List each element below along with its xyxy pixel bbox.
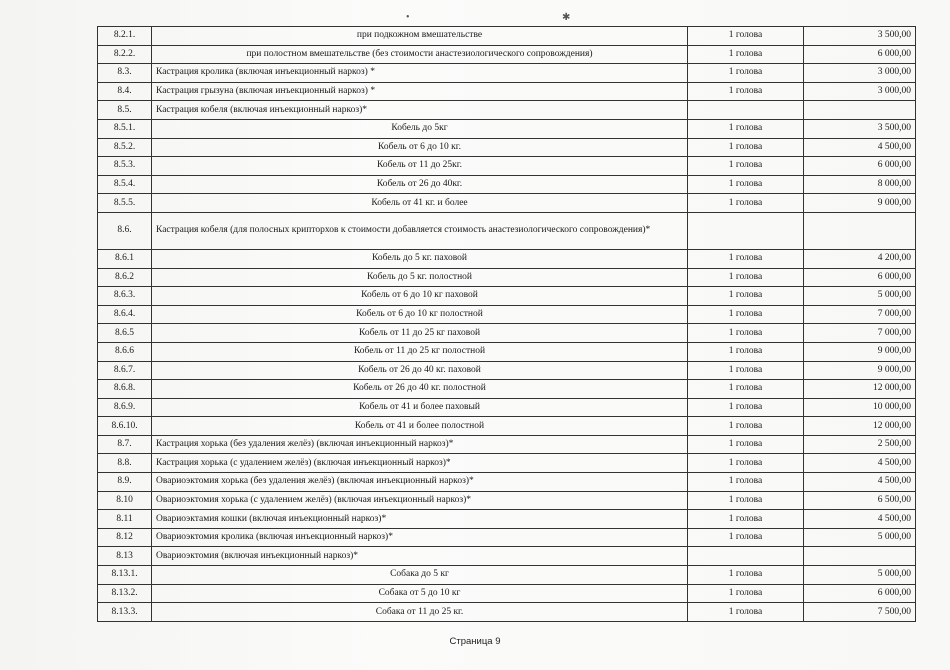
table-row — [98, 45, 916, 64]
service-name: Овариоэктомия хорька (с удалением желёз) (включая инъекционный наркоз)* — [152, 491, 688, 510]
unit-cell: 1 голова — [688, 324, 804, 343]
unit-cell: 1 голова — [688, 194, 804, 213]
unit-cell: 1 голова — [688, 268, 804, 287]
unit-cell: 1 голова — [688, 27, 804, 46]
service-name: Кобель от 41 и более полостной — [152, 417, 688, 436]
unit-cell: 1 голова — [688, 380, 804, 399]
table-row — [98, 473, 916, 492]
item-number: 8.5.1. — [98, 119, 152, 138]
price-cell: 6 500,00 — [804, 491, 916, 510]
service-name: при подкожном вмешательстве — [152, 27, 688, 46]
price-cell: 7 500,00 — [804, 603, 916, 622]
service-name: Овариоэктомия кролика (включая инъекционный наркоз)* — [152, 528, 688, 547]
item-number: 8.6.3. — [98, 287, 152, 306]
item-number: 8.4. — [98, 82, 152, 101]
price-cell: 6 000,00 — [804, 45, 916, 64]
table-row — [98, 380, 916, 399]
unit-cell: 1 голова — [688, 138, 804, 157]
unit-cell: 1 голова — [688, 64, 804, 83]
table-row — [98, 175, 916, 194]
item-number: 8.9. — [98, 473, 152, 492]
table-row — [98, 101, 916, 120]
service-name: Кастрация грызуна (включая инъекционный наркоз) * — [152, 82, 688, 101]
price-cell: 10 000,00 — [804, 398, 916, 417]
service-name: Кобель до 5 кг. полостной — [152, 268, 688, 287]
item-number: 8.10 — [98, 491, 152, 510]
unit-cell: 1 голова — [688, 45, 804, 64]
table-row — [98, 454, 916, 473]
item-number: 8.2.1. — [98, 27, 152, 46]
price-cell: 4 500,00 — [804, 138, 916, 157]
price-cell: 7 000,00 — [804, 324, 916, 343]
table-row — [98, 194, 916, 213]
price-table — [97, 26, 916, 622]
table-row — [98, 603, 916, 622]
unit-cell: 1 голова — [688, 398, 804, 417]
price-cell: 4 200,00 — [804, 249, 916, 268]
service-name: Собака от 11 до 25 кг. — [152, 603, 688, 622]
item-number: 8.13.2. — [98, 584, 152, 603]
table-row — [98, 435, 916, 454]
item-number: 8.6.5 — [98, 324, 152, 343]
service-name: Кобель до 5кг — [152, 119, 688, 138]
item-number: 8.13.3. — [98, 603, 152, 622]
price-cell: 9 000,00 — [804, 361, 916, 380]
price-cell: 12 000,00 — [804, 417, 916, 436]
service-name: Кобель от 11 до 25кг. — [152, 157, 688, 176]
unit-cell: 1 голова — [688, 119, 804, 138]
item-number: 8.5. — [98, 101, 152, 120]
table-row — [98, 547, 916, 566]
unit-cell: 1 голова — [688, 417, 804, 436]
price-cell: 5 000,00 — [804, 287, 916, 306]
table-row — [98, 584, 916, 603]
table-row — [98, 64, 916, 83]
price-cell: 3 000,00 — [804, 64, 916, 83]
price-cell: 3 500,00 — [804, 119, 916, 138]
unit-cell: 1 голова — [688, 287, 804, 306]
service-name: Кобель от 11 до 25 кг паховой — [152, 324, 688, 343]
price-cell: 6 000,00 — [804, 157, 916, 176]
service-name: Кастрация кобеля (для полосных крипторхов к стоимости добавляется стоимость анастезиологического сопровождения)* — [152, 212, 688, 249]
unit-cell — [688, 547, 804, 566]
table-row — [98, 157, 916, 176]
unit-cell — [688, 101, 804, 120]
price-cell: 12 000,00 — [804, 380, 916, 399]
price-cell: 3 000,00 — [804, 82, 916, 101]
item-number: 8.6.7. — [98, 361, 152, 380]
table-row — [98, 249, 916, 268]
unit-cell: 1 голова — [688, 454, 804, 473]
item-number: 8.5.3. — [98, 157, 152, 176]
page-number: Страница 9 — [449, 636, 501, 647]
unit-cell: 1 голова — [688, 305, 804, 324]
price-cell: 6 000,00 — [804, 584, 916, 603]
service-name: Кобель от 41 кг. и более — [152, 194, 688, 213]
scan-mark-icon: ✱ — [562, 12, 571, 23]
table-row — [98, 510, 916, 529]
table-row — [98, 342, 916, 361]
scan-mark-icon: • — [406, 12, 410, 23]
unit-cell: 1 голова — [688, 473, 804, 492]
item-number: 8.6.10. — [98, 417, 152, 436]
item-number: 8.5.5. — [98, 194, 152, 213]
item-number: 8.6.6 — [98, 342, 152, 361]
table-row — [98, 305, 916, 324]
table-row — [98, 27, 916, 46]
service-name: Кастрация хорька (без удаления желёз) (включая инъекционный наркоз)* — [152, 435, 688, 454]
service-name: Кобель от 6 до 10 кг паховой — [152, 287, 688, 306]
unit-cell: 1 голова — [688, 342, 804, 361]
table-row — [98, 528, 916, 547]
price-cell: 5 000,00 — [804, 566, 916, 585]
service-name: Кастрация кролика (включая инъекционный наркоз) * — [152, 64, 688, 83]
price-cell: 6 000,00 — [804, 268, 916, 287]
unit-cell: 1 голова — [688, 584, 804, 603]
service-name: Кастрация кобеля (включая инъекционный наркоз)* — [152, 101, 688, 120]
table-row — [98, 417, 916, 436]
service-name: Кобель от 6 до 10 кг. — [152, 138, 688, 157]
price-cell: 7 000,00 — [804, 305, 916, 324]
item-number: 8.6.1 — [98, 249, 152, 268]
item-number: 8.3. — [98, 64, 152, 83]
unit-cell: 1 голова — [688, 157, 804, 176]
item-number: 8.2.2. — [98, 45, 152, 64]
unit-cell: 1 голова — [688, 566, 804, 585]
table-row — [98, 268, 916, 287]
service-name: Кастрация хорька (с удалением желёз) (включая инъекционный наркоз)* — [152, 454, 688, 473]
table-row — [98, 212, 916, 249]
unit-cell: 1 голова — [688, 491, 804, 510]
unit-cell: 1 голова — [688, 82, 804, 101]
unit-cell — [688, 212, 804, 249]
item-number: 8.11 — [98, 510, 152, 529]
item-number: 8.5.2. — [98, 138, 152, 157]
service-name: Собака от 5 до 10 кг — [152, 584, 688, 603]
item-number: 8.13 — [98, 547, 152, 566]
service-name: Овариоэктамия кошки (включая инъекционный наркоз)* — [152, 510, 688, 529]
table-row — [98, 491, 916, 510]
table-row — [98, 361, 916, 380]
table-row — [98, 82, 916, 101]
price-cell: 2 500,00 — [804, 435, 916, 454]
price-cell — [804, 101, 916, 120]
price-cell: 4 500,00 — [804, 510, 916, 529]
item-number: 8.6. — [98, 212, 152, 249]
table-row — [98, 324, 916, 343]
item-number: 8.6.4. — [98, 305, 152, 324]
item-number: 8.7. — [98, 435, 152, 454]
table-row — [98, 138, 916, 157]
service-name: Кобель от 26 до 40кг. — [152, 175, 688, 194]
unit-cell: 1 голова — [688, 249, 804, 268]
price-cell: 8 000,00 — [804, 175, 916, 194]
service-name: Овариоэктомия хорька (без удаления желёз) (включая инъекционный наркоз)* — [152, 473, 688, 492]
price-cell: 4 500,00 — [804, 454, 916, 473]
service-name: Кобель от 11 до 25 кг полостной — [152, 342, 688, 361]
price-cell — [804, 547, 916, 566]
service-name: Кобель от 41 и более паховый — [152, 398, 688, 417]
service-name: Собака до 5 кг — [152, 566, 688, 585]
service-name: Кобель до 5 кг. паховой — [152, 249, 688, 268]
price-cell: 5 000,00 — [804, 528, 916, 547]
service-name: при полостном вмешательстве (без стоимости анастезиологического сопровождения) — [152, 45, 688, 64]
item-number: 8.13.1. — [98, 566, 152, 585]
unit-cell: 1 голова — [688, 361, 804, 380]
unit-cell: 1 голова — [688, 510, 804, 529]
table-row — [98, 398, 916, 417]
unit-cell: 1 голова — [688, 175, 804, 194]
unit-cell: 1 голова — [688, 603, 804, 622]
table-row — [98, 566, 916, 585]
price-cell: 9 000,00 — [804, 342, 916, 361]
table-row — [98, 287, 916, 306]
price-cell: 9 000,00 — [804, 194, 916, 213]
service-name: Овариоэктомия (включая инъекционный наркоз)* — [152, 547, 688, 566]
item-number: 8.12 — [98, 528, 152, 547]
price-cell — [804, 212, 916, 249]
item-number: 8.8. — [98, 454, 152, 473]
item-number: 8.6.2 — [98, 268, 152, 287]
service-name: Кобель от 26 до 40 кг. полостной — [152, 380, 688, 399]
service-name: Кобель от 26 до 40 кг. паховой — [152, 361, 688, 380]
price-cell: 4 500,00 — [804, 473, 916, 492]
unit-cell: 1 голова — [688, 435, 804, 454]
service-name: Кобель от 6 до 10 кг полостной — [152, 305, 688, 324]
item-number: 8.6.9. — [98, 398, 152, 417]
price-cell: 3 500,00 — [804, 27, 916, 46]
table-row — [98, 119, 916, 138]
item-number: 8.5.4. — [98, 175, 152, 194]
item-number: 8.6.8. — [98, 380, 152, 399]
unit-cell: 1 голова — [688, 528, 804, 547]
price-table-body — [98, 27, 916, 622]
